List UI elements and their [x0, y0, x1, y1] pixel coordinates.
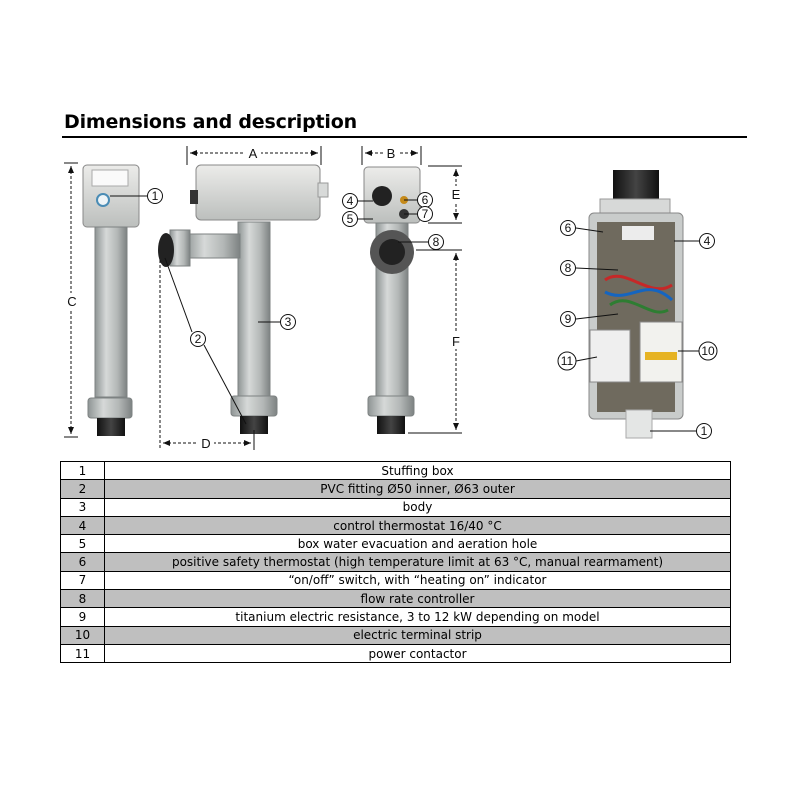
open-control-box	[589, 170, 683, 438]
power-contactor-part	[590, 330, 630, 382]
callout-4-box: 4	[703, 234, 711, 248]
control-box	[196, 165, 320, 220]
row-number: 6	[61, 553, 105, 571]
callout-6-box: 6	[564, 221, 572, 235]
callout-8-box: 8	[564, 261, 572, 275]
row-number: 8	[61, 590, 105, 608]
pipe-end	[97, 418, 125, 436]
table-row	[61, 535, 731, 553]
pipe-union	[88, 398, 132, 418]
row-description: body	[105, 498, 731, 516]
table-row	[61, 644, 731, 662]
dimension-d: D	[201, 436, 211, 451]
row-description: “on/off” switch, with “heating on” indicator	[105, 571, 731, 589]
heater-diagram	[0, 140, 800, 460]
table-row	[61, 462, 731, 480]
bottom-gland	[626, 410, 652, 438]
box-interior	[597, 222, 675, 412]
row-description: PVC fitting Ø50 inner, Ø63 outer	[105, 480, 731, 498]
row-description: box water evacuation and aeration hole	[105, 535, 731, 553]
dimension-a: A	[248, 146, 258, 161]
table-row	[61, 516, 731, 534]
top-fitting	[613, 170, 659, 202]
flow-controller-inner	[379, 239, 405, 265]
stuffing-box-icon	[97, 194, 109, 206]
callout-8: 8	[432, 235, 440, 249]
table-row	[61, 626, 731, 644]
table-row	[61, 608, 731, 626]
table-row	[61, 553, 731, 571]
row-number: 5	[61, 535, 105, 553]
dimension-f: F	[452, 334, 460, 349]
callout-10: 10	[701, 344, 715, 358]
callout-1: 1	[151, 189, 159, 203]
row-description: Stuffing box	[105, 462, 731, 480]
row-description: power contactor	[105, 644, 731, 662]
description-table-body	[61, 462, 731, 663]
row-description: control thermostat 16/40 °C	[105, 516, 731, 534]
callout-5: 5	[346, 212, 354, 226]
row-number: 2	[61, 480, 105, 498]
dimension-c: C	[67, 294, 77, 309]
terminal-strip-label	[645, 352, 677, 360]
switch-knob	[190, 190, 198, 204]
callout-4: 4	[346, 194, 354, 208]
row-description: positive safety thermostat (high temperature limit at 63 °C, manual rearmament)	[105, 553, 731, 571]
dimension-b: B	[386, 146, 396, 161]
pipe-body	[238, 222, 270, 402]
table-row	[61, 571, 731, 589]
dimension-e: E	[451, 187, 461, 202]
section-heading: Dimensions and description	[64, 111, 357, 133]
table-row	[61, 590, 731, 608]
row-number: 1	[61, 462, 105, 480]
row-description: titanium electric resistance, 3 to 12 kW depending on model	[105, 608, 731, 626]
row-number: 4	[61, 516, 105, 534]
callout-2: 2	[194, 332, 202, 346]
row-description: electric terminal strip	[105, 626, 731, 644]
callout-6: 6	[421, 193, 429, 207]
pipe-end	[377, 416, 405, 434]
row-number: 7	[61, 571, 105, 589]
row-number: 9	[61, 608, 105, 626]
table-row	[61, 498, 731, 516]
row-number: 10	[61, 626, 105, 644]
callout-9: 9	[564, 312, 572, 326]
row-description: flow rate controller	[105, 590, 731, 608]
heater-side-view	[158, 165, 328, 434]
heater-front-view	[83, 165, 139, 436]
row-number: 3	[61, 498, 105, 516]
heater-end-view	[364, 167, 420, 434]
callout-7: 7	[421, 207, 429, 221]
cable-gland	[318, 183, 328, 197]
callout-3: 3	[284, 315, 292, 329]
pipe-body	[95, 227, 127, 397]
pipe-union	[231, 396, 277, 416]
table-row	[61, 480, 731, 498]
heading-rule	[62, 136, 747, 138]
thermostat-part	[622, 226, 654, 240]
callout-11: 11	[560, 354, 574, 368]
label-plate	[92, 170, 128, 186]
thermostat-knob-icon	[372, 186, 392, 206]
row-number: 11	[61, 644, 105, 662]
description-table	[60, 461, 731, 663]
pipe-union	[368, 396, 414, 416]
callout-1-box: 1	[700, 424, 708, 438]
side-fitting	[185, 234, 240, 258]
